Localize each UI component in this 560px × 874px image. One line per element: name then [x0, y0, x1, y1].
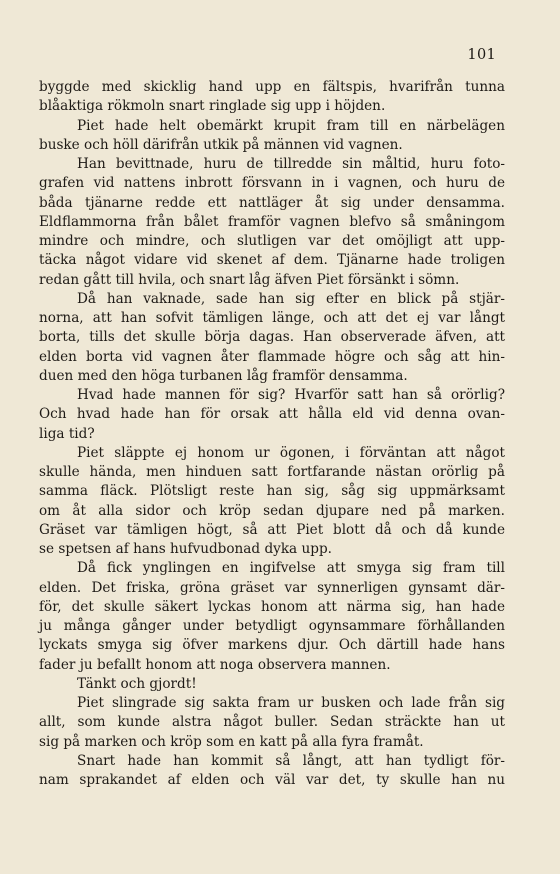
text-line: liga tid? [39, 425, 95, 442]
text-line: borta, tills det skulle börja dagas. Han observerade äfven, att [39, 329, 505, 346]
text-line: samma fläck. Plötsligt reste han sig, såg sig uppmärksamt [39, 483, 505, 500]
page-number: 101 [467, 47, 496, 63]
text-line: ju många gånger under betydligt ogynsammare förhållanden [39, 618, 505, 634]
text-line: lyckats smyga sig öfver markens djur. Och därtill hade hans [39, 637, 505, 654]
text-line: duen med den höga turbanen låg framför densamma. [39, 367, 408, 384]
text-line: redan gått till hvila, och snart låg äfven Piet försänkt i sömn. [39, 271, 460, 288]
body-text [39, 78, 505, 790]
text-line: Och hvad hade han för orsak att hålla eld vid denna ovan- [39, 406, 505, 423]
text-line: mindre och mindre, och slutligen var det omöjligt att upp- [39, 233, 505, 249]
text-line: elden borta vid vagnen åter flammade högre och såg att hin- [39, 348, 505, 365]
text-line: Han bevittnade, huru de tillredde sin måltid, huru foto- [77, 156, 505, 172]
text-line: elden. Det friska, gröna gräset var synnerligen gynsamt där- [39, 579, 505, 596]
text-line: båda tjänarne redde ett nattläger åt sig under densamma. [39, 194, 505, 211]
text-line: om åt alla sidor och kröp sedan djupare ned på marken. [39, 502, 505, 519]
text-line: täcka något vidare vid skenet af dem. Tjänarne hade troligen [39, 252, 505, 269]
text-line: Gräset var tämligen högt, så att Piet blott då och då kunde [39, 521, 505, 538]
text-line: Piet slingrade sig sakta fram ur busken och lade från sig [77, 695, 505, 711]
text-line: buske och höll därifrån utkik på männen vid vagnen. [39, 136, 403, 153]
text-line: norna, att han sofvit tämligen länge, och att det ej var långt [39, 310, 505, 326]
text-line: nam sprakandet af elden och väl var det, ty skulle han nu [39, 772, 505, 788]
text-line: Eldflammorna från bålet framför vagnen blefvo så småningom [39, 213, 505, 230]
text-line: Då fick ynglingen en ingifvelse att smyga sig fram till [77, 560, 505, 577]
text-line: Tänkt och gjordt! [77, 675, 197, 692]
text-line: fader ju befallt honom att noga observera mannen. [39, 656, 391, 673]
text-line: Hvad hade mannen för sig? Hvarför satt han så orörlig? [77, 387, 505, 403]
text-line: Piet hade helt obemärkt krupit fram till en närbelägen [77, 117, 505, 134]
text-line: byggde med skicklig hand upp en fältspis, hvarifrån tunna [39, 79, 505, 95]
text-line: allt, som kunde alstra något buller. Sedan sträckte han ut [39, 714, 505, 731]
text-line: Snart hade han kommit så långt, att han tydligt för- [77, 752, 505, 769]
text-line: grafen vid nattens inbrott försvann in i vagnen, och huru de [39, 175, 505, 192]
text-line: Då han vaknade, sade han sig efter en blick på stjär- [77, 290, 505, 307]
text-line: blåaktiga rökmoln snart ringlade sig upp i höjden. [39, 98, 386, 115]
text-line: sig på marken och kröp som en katt på alla fyra framåt. [39, 733, 424, 750]
text-line: se spetsen af hans hufvudbonad dyka upp. [39, 541, 332, 557]
text-line: Piet släppte ej honom ur ögonen, i förväntan att något [77, 444, 505, 461]
text-line: skulle hända, men hinduen satt fortfarande nästan orörlig på [39, 464, 505, 480]
text-line: för, det skulle säkert lyckas honom att närma sig, han hade [39, 598, 505, 615]
